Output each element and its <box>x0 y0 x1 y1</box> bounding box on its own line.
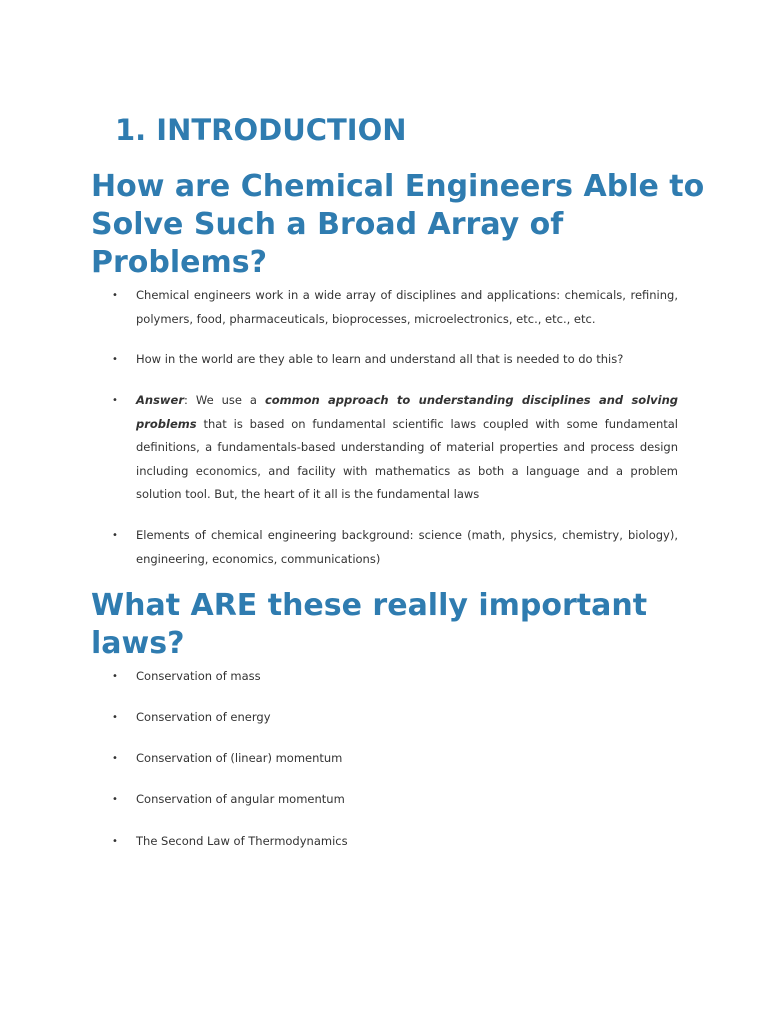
list-item-text: Conservation of (linear) momentum <box>136 751 343 765</box>
list-item-text: Conservation of mass <box>136 669 261 683</box>
bullet-dot: • <box>112 530 118 541</box>
list-item-text: The Second Law of Thermodynamics <box>136 834 348 848</box>
section-title: 1. INTRODUCTION <box>115 113 407 147</box>
answer-rest: that is based on fundamental scientific laws coupled with some fundamental definitions, a fundamentals-based understanding of material properties and process design including economics, and facility with mathematics as both a language and a problem solution tool. But, the heart of it all is the fundamental laws <box>136 416 678 501</box>
heading-chemical-engineers: How are Chemical Engineers Able to Solve Such a Broad Array of Problems? <box>91 169 705 280</box>
answer-emphasis: common approach to understanding disciplines and solving problems <box>136 393 678 431</box>
answer-mid: : We use a <box>184 393 265 407</box>
list-item-text: Chemical engineers work in a wide array of disciplines and applications: chemicals, refining, polymers, food, pharmaceuticals, bioprocesses, microelectronics, etc., etc., etc. <box>136 288 678 326</box>
bullet-dot: • <box>112 290 118 301</box>
list-item-text <box>136 389 678 507</box>
bullet-dot: • <box>112 395 118 406</box>
list-item-text: Elements of chemical engineering background: science (math, physics, chemistry, biology), engineering, economics, communications) <box>136 528 678 566</box>
list-item-text: Conservation of angular momentum <box>136 792 345 806</box>
bullet-dot: • <box>112 753 118 764</box>
bullet-dot: • <box>112 354 118 365</box>
list-item-text: How in the world are they able to learn and understand all that is needed to do this? <box>136 352 624 366</box>
bullet-dot: • <box>112 794 118 805</box>
list-item-text: Conservation of energy <box>136 710 271 724</box>
bullet-dot: • <box>112 671 118 682</box>
bullet-dot: • <box>112 712 118 723</box>
heading-important-laws: What ARE these really important laws? <box>91 588 648 661</box>
answer-label: Answer <box>136 393 185 407</box>
bullet-dot: • <box>112 836 118 847</box>
